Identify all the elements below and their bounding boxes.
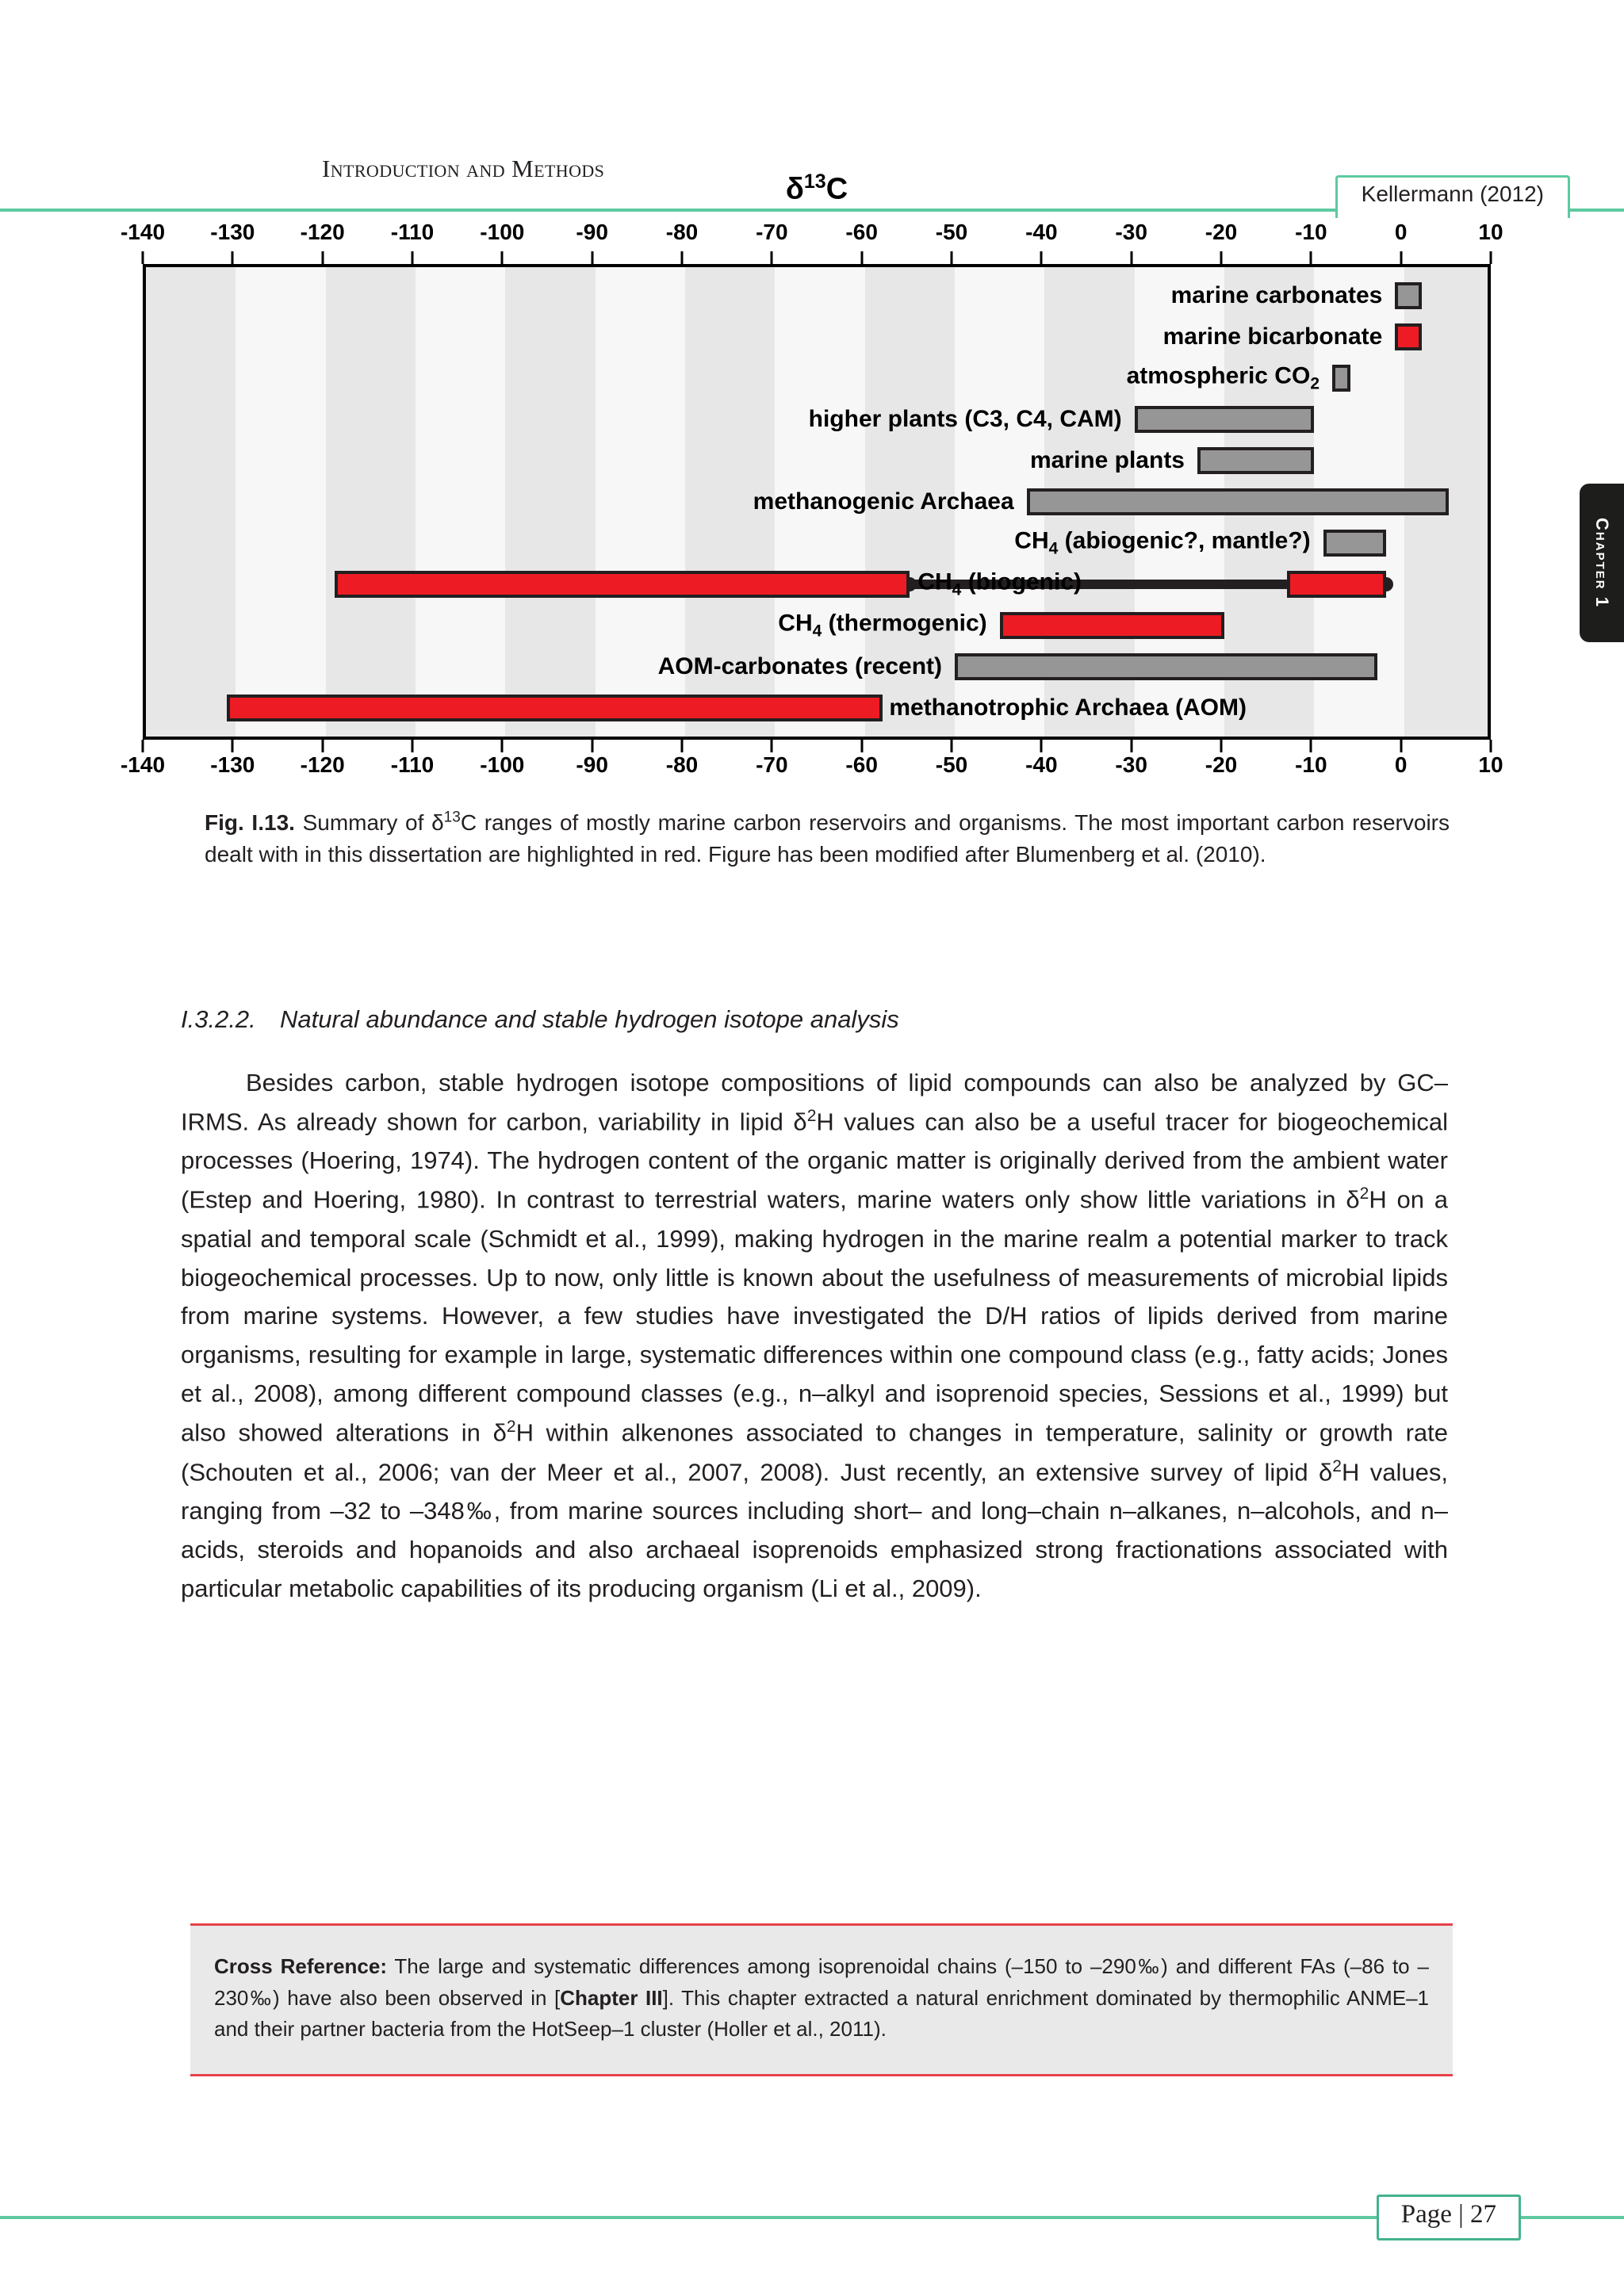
x-tick-label-bottom: -80 — [665, 752, 699, 777]
chart-row-label: methanogenic Archaea — [753, 488, 1014, 515]
chart-row — [146, 354, 1488, 402]
page-number-badge: Page | 27 — [1377, 2195, 1521, 2241]
x-tick-label-top: -50 — [935, 220, 968, 244]
x-tick-label-top: 10 — [1478, 220, 1503, 244]
body-sup-1: 2 — [806, 1106, 817, 1125]
x-tick-mark-bottom — [1400, 740, 1402, 752]
x-tick-mark-top — [1220, 251, 1223, 264]
chart-row — [146, 396, 1488, 443]
x-tick-mark-top — [951, 251, 953, 264]
chart-bar — [1332, 365, 1350, 392]
x-tick-mark-top — [232, 251, 234, 264]
chart-row — [146, 478, 1488, 526]
x-tick-label-top: -130 — [210, 220, 255, 244]
chart-row-label: marine bicarbonate — [1162, 323, 1383, 350]
x-tick-label-bottom: -120 — [300, 752, 345, 777]
cross-reference-text-2: ]. This chapter extracted a natural enrichment dominated by thermophilic ANME–1 and their partner bacteria from the HotSeep–1 cluster (Holler et al., 2011). — [214, 1985, 1429, 2042]
cross-reference-text-1: The large and systematic differences among isoprenoidal chains (–150 to –290‰) and different FAs (–86 to –230‰) have also been observed in [ — [214, 1954, 1430, 2010]
chapter-side-tab-label: Chapter 1 — [1592, 518, 1612, 608]
running-title: Introduction and Methods — [322, 155, 605, 182]
body-sup-2: 2 — [1359, 1184, 1369, 1203]
x-tick-mark-bottom — [501, 740, 504, 752]
section-heading — [181, 1005, 1450, 1034]
x-tick-mark-top — [681, 251, 684, 264]
figure-caption-text-2: C ranges of mostly marine carbon reservoirs and organisms. The most important carbon reservoirs dealt with in this dissertation are highlighted in red. Figure has been modified after Blumenberg et al. (2010). — [205, 810, 1450, 867]
chart-row — [146, 519, 1488, 567]
x-tick-label-bottom: 10 — [1478, 752, 1503, 777]
x-tick-label-top: -90 — [576, 220, 608, 244]
body-part-2: H values can also be a useful tracer for biogeochemical processes (Hoering, 1974). The hydrogen content of the organic matter is originally derived from the ambient water (Estep and Hoering, 1980). In contrast to terrestrial waters, marine waters only show little variations in δ — [181, 1108, 1449, 1214]
chart — [120, 220, 1503, 787]
chart-bar — [227, 695, 883, 721]
x-tick-label-bottom: -140 — [120, 752, 166, 777]
axis-title-element: C — [825, 172, 848, 206]
x-axis-bottom-ticks — [143, 740, 1491, 752]
x-tick-label-bottom: -60 — [845, 752, 878, 777]
x-tick-label-top: -60 — [845, 220, 878, 244]
x-tick-label-top: -70 — [756, 220, 788, 244]
x-tick-mark-bottom — [142, 740, 144, 752]
chart-row-label: marine plants — [1029, 447, 1185, 473]
chart-bar — [1027, 488, 1450, 515]
x-tick-mark-bottom — [1130, 740, 1132, 752]
chart-row-label: $CH_4$ (abiogenic?, mantle?) — [1014, 527, 1311, 558]
chart-row — [146, 684, 1488, 732]
figure-caption-label: Fig. I.13. — [205, 810, 295, 835]
chart-row — [146, 272, 1488, 320]
cross-reference-box — [190, 1923, 1453, 2076]
x-tick-mark-bottom — [1490, 740, 1492, 752]
figure-caption — [205, 807, 1450, 871]
chart-row-label: $CH_4$ (thermogenic) — [778, 610, 987, 641]
x-tick-label-top: -20 — [1205, 220, 1238, 244]
axis-title-superscript: 13 — [803, 170, 826, 193]
x-tick-mark-top — [412, 251, 414, 264]
chart-bar — [1135, 406, 1315, 433]
chart-bar — [1000, 612, 1224, 639]
figure-caption-superscript: 13 — [443, 809, 461, 826]
plot-rows — [146, 267, 1488, 737]
x-tick-mark-bottom — [412, 740, 414, 752]
x-tick-mark-bottom — [951, 740, 953, 752]
body-sup-3: 2 — [506, 1418, 516, 1437]
chart-bar — [335, 571, 910, 598]
x-tick-mark-bottom — [681, 740, 684, 752]
x-tick-mark-bottom — [232, 740, 234, 752]
section-number: I.3.2.2. — [181, 1005, 256, 1033]
chart-row — [146, 561, 1488, 608]
x-tick-label-bottom: -90 — [576, 752, 608, 777]
chart-row-label: methanotrophic Archaea (AOM) — [889, 695, 1247, 721]
x-tick-mark-top — [591, 251, 593, 264]
x-tick-label-bottom: -110 — [390, 752, 435, 777]
x-tick-mark-bottom — [1040, 740, 1043, 752]
body-part-4: H within alkenones associated to changes in temperature, salinity or growth rate (Schouten et al., 2006; van der Meer et al., 2007, 2008). Just recently, an extensive survey of lipid δ — [181, 1418, 1448, 1486]
chart-row-label: higher plants (C3, C4, CAM) — [808, 406, 1122, 432]
x-tick-label-top: 0 — [1394, 220, 1408, 244]
chart-row-label: atmospheric $CO_2$ — [1126, 362, 1320, 393]
axis-title-delta: δ — [785, 172, 804, 206]
chart-row-label: AOM-carbonates (recent) — [657, 653, 942, 679]
x-tick-mark-bottom — [860, 740, 863, 752]
x-tick-mark-top — [1130, 251, 1132, 264]
x-tick-mark-bottom — [771, 740, 773, 752]
x-tick-label-bottom: -30 — [1115, 752, 1147, 777]
body-paragraph — [181, 1064, 1448, 1609]
x-tick-mark-top — [501, 251, 504, 264]
figure-caption-text-1: Summary of δ — [294, 810, 444, 835]
x-tick-mark-top — [142, 251, 144, 264]
x-tick-label-bottom: -100 — [480, 752, 525, 777]
x-tick-label-bottom: -130 — [210, 752, 255, 777]
plot-area — [143, 264, 1491, 740]
x-tick-label-top: -30 — [1115, 220, 1147, 244]
axis-title — [143, 170, 1491, 207]
x-tick-label-top: -100 — [480, 220, 525, 244]
body-sup-4: 2 — [1332, 1456, 1342, 1475]
x-tick-label-top: -40 — [1025, 220, 1058, 244]
body-part-3: H on a spatial and temporal scale (Schmidt et al., 1999), making hydrogen in the marine realm a potential marker to track biogeochemical processes. Up to now, only little is known about the usefulness of measurements of microbial lipids from marine systems. However, a few studies have investigated the D/H ratios of lipids derived from marine organisms, resulting for example in large, systematic differences within one compound class (e.g., fatty acids; Jones et al., 2008), among different compound classes (e.g., n–alkyl and isoprenoid species, Sessions et al., 1999) but also showed alterations in δ — [181, 1185, 1449, 1447]
x-tick-label-bottom: 0 — [1394, 752, 1408, 777]
chart-bar — [1395, 282, 1422, 309]
chart-row — [146, 602, 1488, 649]
x-axis-top-labels — [120, 220, 1503, 251]
x-tick-label-bottom: -70 — [756, 752, 788, 777]
x-tick-mark-top — [1490, 251, 1492, 264]
x-tick-mark-top — [321, 251, 324, 264]
chart-row-label: $CH_4$ (biogenic) — [917, 568, 1082, 599]
x-tick-label-bottom: -20 — [1205, 752, 1238, 777]
x-tick-mark-bottom — [591, 740, 593, 752]
body-part-1: Besides carbon, stable hydrogen isotope compositions of lipid compounds can also be analyzed by GC–IRMS. As already shown for carbon, variability in lipid δ — [181, 1069, 1448, 1136]
x-tick-label-bottom: -50 — [935, 752, 968, 777]
chart-bar — [1197, 447, 1314, 474]
chart-row-label: marine carbonates — [1170, 282, 1383, 308]
x-tick-label-top: -10 — [1295, 220, 1327, 244]
chart-bar — [1395, 323, 1422, 350]
x-tick-label-bottom: -40 — [1025, 752, 1058, 777]
chart-row — [146, 437, 1488, 484]
x-tick-mark-top — [1400, 251, 1402, 264]
x-tick-mark-top — [1310, 251, 1312, 264]
chart-bar-secondary — [1287, 571, 1386, 598]
x-axis-top-ticks — [143, 251, 1491, 264]
x-tick-mark-top — [1040, 251, 1043, 264]
section-title: Natural abundance and stable hydrogen isotope analysis — [280, 1005, 899, 1033]
x-tick-mark-top — [771, 251, 773, 264]
x-tick-label-top: -110 — [390, 220, 435, 244]
x-tick-label-bottom: -10 — [1295, 752, 1327, 777]
x-tick-mark-top — [860, 251, 863, 264]
chapter-side-tab — [1580, 484, 1624, 642]
cross-reference-chapter-link[interactable]: Chapter III — [560, 1985, 663, 2010]
x-tick-label-top: -120 — [300, 220, 345, 244]
x-axis-bottom-labels — [120, 752, 1503, 787]
author-tag: Kellermann (2012) — [1335, 175, 1570, 218]
chart-row — [146, 313, 1488, 361]
x-tick-mark-bottom — [321, 740, 324, 752]
x-tick-label-top: -140 — [120, 220, 166, 244]
chart-row — [146, 643, 1488, 691]
body-part-5: H values, ranging from –32 to –348‰, from marine sources including short– and long–chain n–alkanes, n–alcohols, and n–acids, steroids and hopanoids and also archaeal isoprenoids emphasized strong fractionations associated with particular metabolic capabilities of its producing organism (Li et al., 2009). — [181, 1458, 1448, 1602]
chart-bar — [955, 653, 1377, 680]
cross-reference-label: Cross Reference: — [214, 1954, 387, 1978]
x-tick-label-top: -80 — [665, 220, 699, 244]
x-tick-mark-bottom — [1310, 740, 1312, 752]
x-tick-mark-bottom — [1220, 740, 1223, 752]
chart-bar — [1323, 530, 1386, 557]
